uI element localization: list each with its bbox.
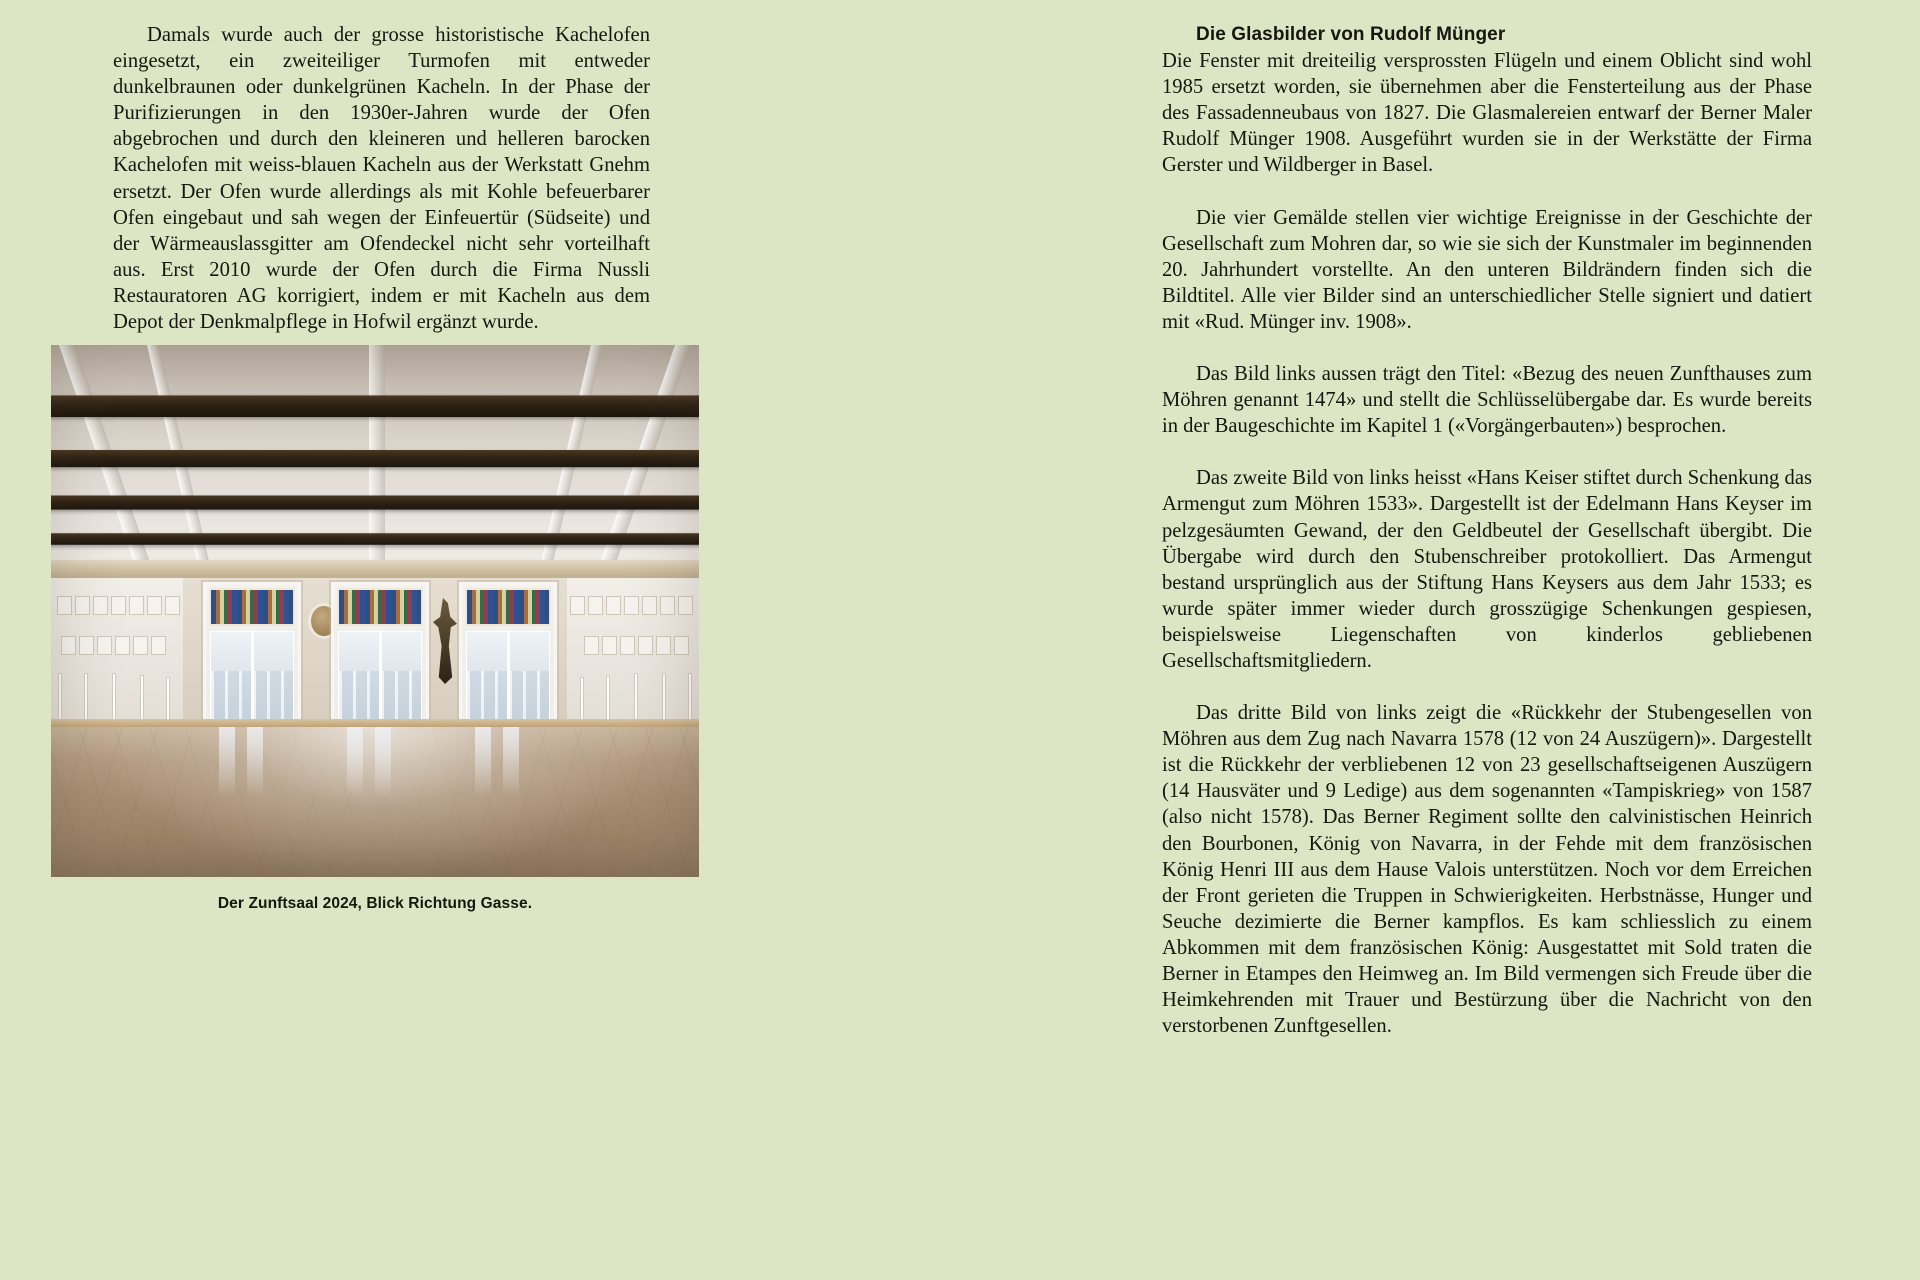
coat-of-arms [151, 636, 166, 655]
coat-of-arms [97, 636, 112, 655]
coat-of-arms [61, 636, 76, 655]
window-bay [183, 578, 567, 729]
window-reflection [219, 727, 235, 797]
coat-of-arms-row [584, 636, 689, 655]
window-reflection [475, 727, 491, 797]
window-reflection [503, 727, 519, 797]
archer-statue [433, 598, 457, 684]
coat-of-arms-row [57, 596, 180, 615]
hall-interior-illustration [51, 345, 699, 877]
coat-of-arms [674, 636, 689, 655]
window-reflection [247, 727, 263, 797]
ceiling-beam [51, 495, 699, 509]
coat-of-arms [79, 636, 94, 655]
coat-of-arms [133, 636, 148, 655]
coat-of-arms [584, 636, 599, 655]
right-paragraph-2: Die vier Gemälde stellen vier wichtige Ereignisse in der Geschichte der Gesellschaft zum Mohren dar, so wie sie sich der Kunstmaler im beginnenden 20. Jahrhundert vorstellte. An den unteren Bildrändern finden sich die Bildtitel. Alle vier Bilder sind an unterschiedlicher Stelle signiert und datiert mit «Rud. Münger inv. 1908». [1162, 206, 1812, 333]
window-reflection [375, 727, 391, 797]
coat-of-arms [75, 596, 90, 615]
ceiling-beam [51, 533, 699, 545]
parquet-floor [51, 727, 699, 877]
coat-of-arms [606, 596, 621, 615]
stained-glass-panel [465, 588, 551, 626]
coat-of-arms [57, 596, 72, 615]
stained-glass-panel [209, 588, 295, 626]
coat-of-arms [115, 636, 130, 655]
right-paragraph-1: Die Fenster mit dreiteilig versprossten Flügeln und einem Oblicht sind wohl 1985 ersetzt worden, sie übernehmen aber die Fensterteilung aus der Phase des Fassadenneubaus von 1827. Die Glasmalereien entwarf der Berner Maler Rudolf Münger 1908. Ausgeführt wurden sie in der Werkstätte der Firma Gerster und Wildberger in Basel. [1162, 50, 1812, 177]
right-text-column [1162, 0, 1812, 1039]
window-reflection [347, 727, 363, 797]
coat-of-arms [656, 636, 671, 655]
coat-of-arms [165, 596, 180, 615]
ceiling-beam [51, 450, 699, 467]
coat-of-arms [660, 596, 675, 615]
coat-of-arms [638, 636, 653, 655]
coat-of-arms [620, 636, 635, 655]
figure-caption: Der Zunftsaal 2024, Blick Richtung Gasse. [217, 895, 533, 912]
left-text-column [113, 0, 650, 335]
stained-glass-panel [337, 588, 423, 626]
coat-of-arms [93, 596, 108, 615]
coat-of-arms [602, 636, 617, 655]
coat-of-arms [624, 596, 639, 615]
right-paragraph-4: Das zweite Bild von links heisst «Hans Keiser stiftet durch Schenkung das Armengut zum Möhren 1533». Dargestellt ist der Edelmann Hans Keyser im pelzgesäumten Gewand, der den Geldbeutel der Gesellschaft übergibt. Die Übergabe wird durch den Stubenschreiber protokolliert. Das Armengut bestand ursprünglich aus der Stiftung Hans Keysers aus dem Jahr 1533; es wurde später immer wieder durch grosszügige Schenkungen gespiesen, beispielsweise Liegenschaften von kinderlos gebliebenen Gesellschaftsmitgliedern. [1162, 467, 1812, 672]
ceiling-beam [51, 395, 699, 417]
coat-of-arms [129, 596, 144, 615]
zunftsaal-figure [51, 345, 699, 913]
coat-of-arms [570, 596, 585, 615]
right-paragraph-5: Das dritte Bild von links zeigt die «Rückkehr der Stubengesellen von Möhren aus dem Zug nach Navarra 1578 (12 von 24 Auszügern)». Dargestellt ist die Rückkehr der verbliebenen 12 von 23 gesellschaftseigenen Auszügern (14 Hausväter und 9 Ledige) aus dem sogenannten «Tampiskrieg» von 1587 (also nicht 1578). Das Berner Regiment sollte den calvinistischen Heinrich den Bourbonen, König von Navarra, in der Fehde mit dem französischen König Henri III aus dem Hause Valois unterstützen. Noch vor dem Erreichen der Front gerieten die Truppen in Schwierigkeiten. Herbstnässe, Hunger und Seuche dezimierte die Berner kampflos. Es kam schliesslich zu einem Abkommen mit dem französischen König: Ausgestattet mit Sold traten die Berner in Etampes den Heimweg an. Im Bild vermengen sich Freude über die Heimkehrenden mit Trauer und Bestürzung über die Nachricht von den verstorbenen Zunftgesellen. [1162, 702, 1812, 1038]
coat-of-arms [678, 596, 693, 615]
coat-of-arms [147, 596, 162, 615]
right-paragraph-3: Das Bild links aussen trägt den Titel: «Bezug des neuen Zunfthauses zum Möhren genannt 1474» und stellt die Schlüsselübergabe dar. Es wurde bereits in der Baugeschichte im Kapitel 1 («Vorgängerbauten») besprochen. [1162, 363, 1812, 438]
coat-of-arms [642, 596, 657, 615]
coat-of-arms [588, 596, 603, 615]
zunftsaal-photo [51, 345, 699, 877]
coat-of-arms-row [61, 636, 166, 655]
coat-of-arms-row [570, 596, 693, 615]
left-paragraph-1: Damals wurde auch der grosse historistische Kachelofen eingesetzt, ein zweiteiliger Turmofen mit entweder dunkelbraunen oder dunkelgrünen Kacheln. In der Phase der Purifizierungen in den 1930er-Jahren wurde der Ofen abgebrochen und durch den kleineren und helleren barocken Kachelofen mit weiss-blauen Kacheln aus der Werkstatt Gnehm ersetzt. Der Ofen wurde allerdings als mit Kohle befeuerbarer Ofen eingebaut und sah wegen der Einfeuertür (Südseite) und der Wärmeauslassgitter am Ofendeckel nicht sehr vorteilhaft aus. Erst 2010 wurde der Ofen durch die Firma Nussli Restauratoren AG korrigiert, indem er mit Kacheln aus dem Depot der Denkmalpflege in Hofwil ergänzt wurde. [113, 24, 650, 334]
section-heading: Die Glasbilder von Rudolf Münger [1196, 24, 1506, 45]
coat-of-arms [111, 596, 126, 615]
coffered-ceiling [51, 345, 699, 577]
